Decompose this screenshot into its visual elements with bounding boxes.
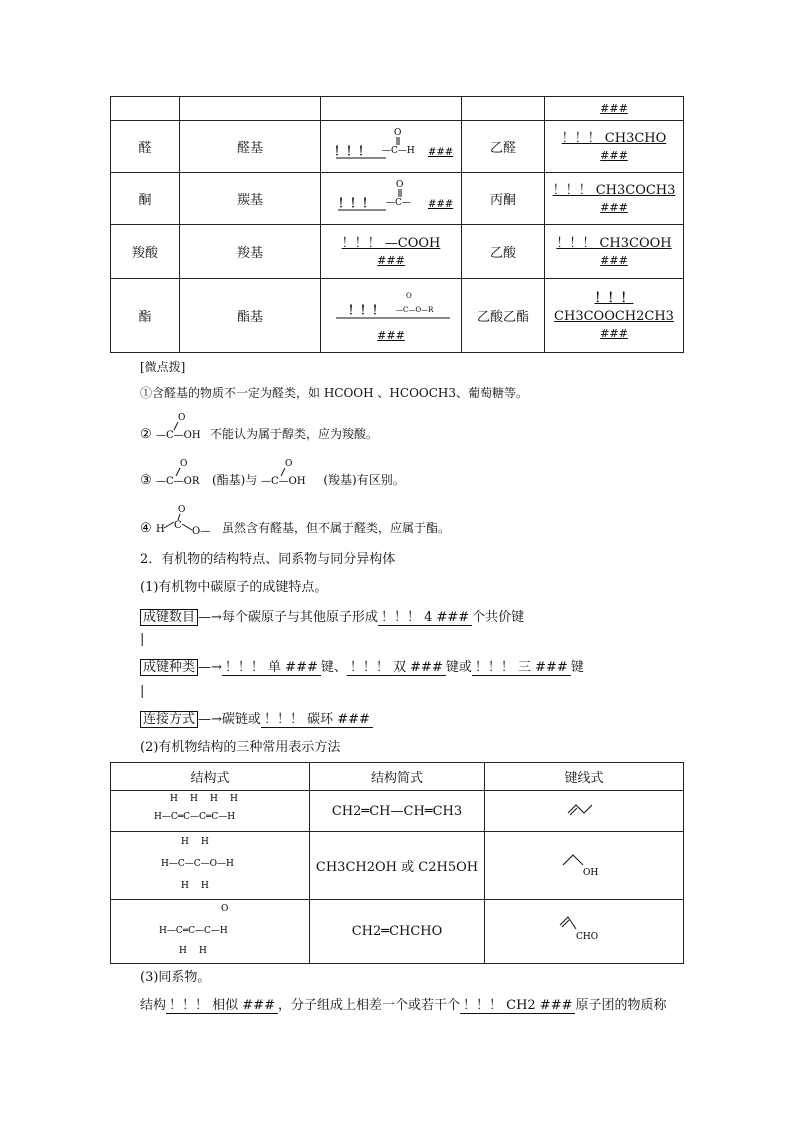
example-formula: ！！！ CH3COCH3 [552,182,676,198]
subsection-3: (3)同系物。 [140,970,211,985]
example-name: 乙酸乙酯 [462,279,545,353]
simplified-formula: CH2═CHCHO [310,900,485,964]
svg-text:H: H [181,880,189,891]
skeletal-formula [485,791,684,832]
svg-text:O: O [394,127,402,138]
tip-header: [微点拨] [140,360,186,374]
svg-text:H: H [210,794,218,804]
aldehyde-group-structure [326,125,456,165]
svg-text:H: H [201,836,209,847]
group-formula: ！！！ O —C—O—R ### [321,279,462,353]
carboxyl-structure [257,456,323,488]
svg-text:—C—H: —C—H [382,145,415,156]
svg-text:H: H [170,794,178,804]
svg-text:—C—OH: —C—OH [261,476,306,487]
svg-text:O: O [221,903,229,914]
butadiene-structure [150,791,270,827]
structural-formula [111,832,310,900]
example-formula: CH3COOCH2CH3 [554,308,674,324]
svg-text:CHO: CHO [576,931,599,942]
svg-text:③: ③ [140,473,152,488]
subsection-2: (2)有机物结构的三种常用表示方法 [140,740,341,755]
svg-text:H—C═C—C—H: H—C═C—C—H [159,925,228,936]
ester-group-structure [326,288,456,324]
svg-text:O: O [285,459,293,469]
butadiene-skeletal [564,799,604,819]
svg-text:O: O [396,179,404,190]
svg-text:—C—OR: —C—OR [156,476,200,487]
svg-text:OH: OH [583,867,599,878]
svg-text:H: H [230,794,238,804]
svg-text:C: C [174,520,182,531]
svg-text:H: H [181,836,189,847]
svg-text:###: ### [428,146,454,158]
svg-text:—C—OH: —C—OH [156,430,201,441]
svg-text:###: ### [428,198,454,210]
svg-text:O: O [406,291,412,300]
group-name: 醛基 [180,121,321,173]
svg-text:H—C═C—C═C—H: H—C═C—C═C—H [154,812,236,822]
bond-count-row: 成键数目 —→每个碳原子与其他原子形成 ！！！ 4 ### 个共价键 [140,606,524,625]
carboxyl-structure [140,410,210,442]
header-skeletal: 键线式 [485,763,684,791]
structure-representation-table [110,762,684,964]
group-name: 羧基 [180,225,321,279]
tip-point-3: ③ O —C—OR (酯基)与 O —C—OH (羧基)有区别。 [140,456,405,488]
svg-text:②: ② [140,427,152,442]
example-formula: ！！！ CH3COOH [556,235,672,251]
svg-text:H: H [156,524,165,535]
svg-text:O—: O— [192,526,211,536]
example-name: 乙酸 [462,225,545,279]
connector-bar: | [140,684,145,699]
svg-text:O: O [178,505,186,515]
acrolein-skeletal [556,915,612,945]
header-simplified: 结构简式 [310,763,485,791]
group-formula [321,121,462,173]
blank-marker: ### [600,101,628,115]
acrolein-structure [155,901,265,959]
svg-text:H: H [201,880,209,891]
ethanol-structure [155,834,265,894]
simplified-formula: CH2═CH—CH═CH3 [310,791,485,832]
bond-type-row: 成键种类 —→ ！！！ 单 ### 键、 ！！！ 双 ### 键或 ！！！ 三 ### 键 [140,656,584,675]
svg-text:O: O [178,413,186,423]
functional-group-table: ### 醛 醛基 ！！！ O —C—H ### 乙醛 ！！！ CH3CHO ### 酮 羰基 ！！！ O —C— ### 丙酮 ！！！ CH3COCH3 ### 羧酸 羧基 ！！！ —COOH ### 乙酸 ！！！ CH3COOH ### 酯 酯基 ！！！ O —C—O—R ### 乙酸乙酯 ！！！ CH3COOCH2CH3 ### [110,96,684,353]
svg-text:H—C—C—O—H: H—C—C—O—H [161,858,234,869]
svg-text:！！！: ！！！ [348,302,385,317]
class-name: 羧酸 [111,225,180,279]
formate-structure [140,504,222,536]
header-structural: 结构式 [111,763,310,791]
svg-text:O: O [180,459,188,469]
svg-text:H: H [179,945,187,956]
section-title: 2．有机物的结构特点、同系物与同分异构体 [140,552,396,567]
group-name: 羰基 [180,173,321,225]
simplified-formula: CH3CH2OH 或 C2H5OH [310,832,485,900]
tip-point-2: ② O —C—OH 不能认为属于醇类，应为羧酸。 [140,410,378,442]
svg-text:—C—: —C— [386,197,411,208]
homolog-definition: 结构 ！！！ 相似 ### ，分子组成上相差一个或若干个 ！！！ CH2 ### 原子团的物质称 [140,998,667,1013]
example-formula: ！！！ CH3CHO [561,130,667,146]
group-formula [321,173,462,225]
structural-formula [111,791,310,832]
class-name: 酯 [111,279,180,353]
svg-text:H: H [190,794,198,804]
tip-point-1: ①含醛基的物质不一定为醛类，如 HCOOH 、HCOOCH3、葡萄糖等。 [140,386,529,400]
svg-text:！！！: ！！！ [338,195,375,210]
group-name: 酯基 [180,279,321,353]
connector-bar: | [140,632,145,647]
skeletal-formula [485,832,684,900]
svg-text:④: ④ [140,521,152,536]
ethanol-skeletal [559,849,609,879]
example-name: 乙醛 [462,121,545,173]
svg-text:H: H [199,945,207,956]
class-name: 醛 [111,121,180,173]
example-name: 丙酮 [462,173,545,225]
svg-text:—C—O—R: —C—O—R [396,305,434,314]
group-formula: ！！！ —COOH [341,235,441,251]
link-row: 连接方式 —→碳链或 ！！！ 碳环 ### [140,708,373,727]
subsection-1: (1)有机物中碳原子的成键特点。 [140,580,328,595]
ester-structure [140,456,212,488]
structural-formula [111,900,310,964]
fill-marker: ！！！ [334,143,371,158]
class-name: 酮 [111,173,180,225]
skeletal-formula [485,900,684,964]
carbonyl-group-structure [326,177,456,217]
tip-point-4: ④ H C O O— 虽然含有醛基，但不属于醛类，应属于酯。 [140,505,451,536]
